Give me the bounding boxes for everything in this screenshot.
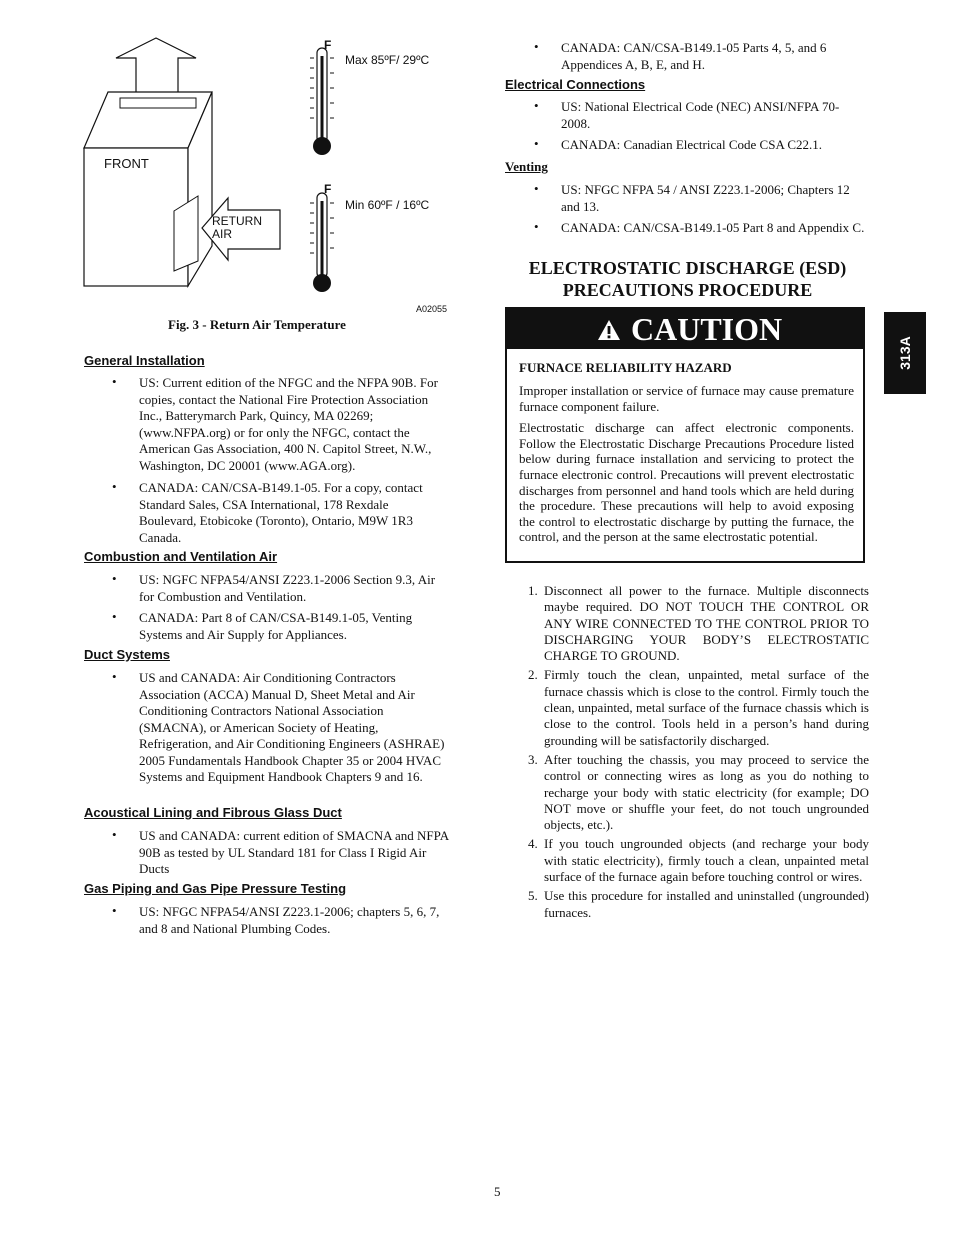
list-item: • US and CANADA: current edition of SMACNA and NFPA 90B as tested by UL Standard 181 for Class I Rigid Air Ducts (112, 827, 449, 876)
list-combustion-ventilation (112, 571, 449, 648)
caution-header (507, 309, 863, 349)
thermometer-max (310, 48, 334, 155)
bullet-icon: • (112, 827, 117, 842)
caution-box (505, 307, 865, 563)
list-item: • CANADA: CAN/CSA-B149.1-05. For a copy, contact Standard Sales, CSA International, 178 Rexdale Boulevard, Etobicoke (Toronto), Ontario, M9W 1R3 Canada. (112, 479, 423, 545)
bullet-icon: • (112, 374, 117, 389)
list-item: • US and CANADA: Air Conditioning Contractors Association (ACCA) Manual D, Sheet Metal and Air Conditioning Contractors National Association (SMACNA), or American Society of Heating, Refrigeration, and Air Conditioning Engineers (ASHRAE) 2005 Fundamentals Handbook Chapter 35 or 2004 HVAC Systems and Equipment Handbook Chapters 9 and 16. (112, 669, 445, 784)
page-number: 5 (494, 1184, 501, 1199)
list-item: • US: National Electrical Code (NEC) ANSI/NFPA 70-2008. (534, 98, 840, 131)
label-air: AIR (212, 227, 233, 241)
caution-body (519, 383, 854, 545)
list-item: • CANADA: CAN/CSA-B149.1-05 Parts 4, 5, and 6 Appendices A, B, E, and H. (534, 39, 827, 72)
bullet-icon: • (112, 903, 117, 918)
list-venting (534, 181, 866, 242)
list-item: 4. If you touch ungrounded objects (and recharge your body with static electricity), firmly touch a clean, unpainted metal surface of the furnace again before touching control or wires. (528, 836, 869, 885)
side-tab (884, 312, 926, 394)
esd-title-line-1: ELECTROSTATIC DISCHARGE (ESD) (528, 258, 847, 278)
heading-duct-systems: Duct Systems (84, 647, 170, 662)
list-electrical-connections (534, 98, 866, 159)
esd-title-line-2: PRECAUTIONS PROCEDURE (562, 280, 813, 300)
list-gas-piping (112, 903, 449, 942)
heading-general-installation: General Installation (84, 353, 205, 368)
bullet-icon: • (534, 136, 539, 151)
warning-triangle-icon (597, 319, 621, 341)
thermometer-min (310, 193, 334, 292)
bullet-icon: • (112, 609, 117, 624)
list-item: • US: Current edition of the NFGC and the NFPA 90B. For copies, contact the National Fire Protection Association Inc., Batterymarch Park, Quincy, MA 02269; (www.NFPA.org) or for only the NFGC, contact the American Gas Association, 400 N. Capitol Street, N.W., Washington, DC 20001 (www.AGA.org). (112, 374, 438, 473)
bullet-icon: • (534, 219, 539, 234)
heading-electrical-connections: Electrical Connections (505, 77, 646, 92)
label-front: FRONT (104, 156, 149, 171)
list-item: • CANADA: Canadian Electrical Code CSA C22.1. (534, 136, 823, 152)
caution-paragraph: Improper installation or service of furnace may cause premature furnace component failure. (519, 383, 854, 414)
list-item: • CANADA: Part 8 of CAN/CSA-B149.1-05, Venting Systems and Air Supply for Appliances. (112, 609, 413, 642)
list-item: 5. Use this procedure for installed and uninstalled (ungrounded) furnaces. (528, 888, 869, 920)
figure-caption: Fig. 3 - Return Air Temperature (168, 317, 346, 332)
caution-hazard-title: FURNACE RELIABILITY HAZARD (519, 360, 732, 375)
heading-venting: Venting (505, 159, 548, 174)
bullet-icon: • (534, 39, 539, 54)
caution-paragraph: Electrostatic discharge can affect electronic components. Follow the Electrostatic Discharge Precautions Procedure listed below during furnace installation and servicing to protect the furnace electronic control. Precautions will prevent electrostatic discharges from personnel and hand tools which are held during the procedure. These precautions will help to avoid exposing the control to electrostatic discharge by putting the furnace, the control, and the person at the same electrostatic potential. (519, 420, 854, 545)
thermo-max-unit: F (324, 38, 332, 52)
bullet-icon: • (112, 479, 117, 494)
list-general-installation (112, 374, 449, 551)
bullet-icon: • (534, 181, 539, 196)
max-temp-label: Max 85ºF/ 29ºC (345, 53, 430, 67)
esd-steps (528, 583, 869, 924)
list-acoustical-lining (112, 827, 449, 883)
side-tab-label: 313A (897, 336, 913, 370)
heading-acoustical-lining: Acoustical Lining and Fibrous Glass Duct (84, 805, 342, 820)
min-temp-label: Min 60ºF / 16ºC (345, 198, 430, 212)
heading-combustion-ventilation: Combustion and Ventilation Air (84, 549, 278, 564)
list-duct-systems (112, 669, 449, 791)
list-item: 3. After touching the chassis, you may proceed to service the control or connecting wires as long as you do nothing to recharge your body with static electricity (for example; DO NOT move or shuffle your feet, do not touch ungrounded objects, etc.). (528, 751, 869, 833)
caution-word: CAUTION (631, 311, 783, 347)
heading-gas-piping: Gas Piping and Gas Pipe Pressure Testing (84, 881, 347, 896)
list-item: • US: NFGC NFPA 54 / ANSI Z223.1-2006; Chapters 12 and 13. (534, 181, 850, 214)
bullet-icon: • (112, 571, 117, 586)
bullet-icon: • (112, 669, 117, 684)
list-item: • CANADA: CAN/CSA-B149.1-05 Part 8 and Appendix C. (534, 219, 865, 235)
list-item: 2. Firmly touch the clean, unpainted, metal surface of the furnace chassis which is close to the control. Firmly touch the clean, unpainted, metal surface of the furnace chassis which is close to the control. Tools held in a person’s hand during grounding will be satisfactorily discharged. (528, 667, 869, 748)
label-return: RETURN (212, 214, 262, 228)
figure-code: A02055 (416, 304, 448, 314)
list-item: • US: NFGC NFPA54/ANSI Z223.1-2006; chapters 5, 6, 7, and 8 and National Plumbing Codes. (112, 903, 440, 936)
supply-air-arrow (116, 38, 196, 96)
list-canada-parts (534, 39, 866, 78)
list-item: • US: NGFC NFPA54/ANSI Z223.1-2006 Section 9.3, Air for Combustion and Ventilation. (112, 571, 436, 604)
esd-title (505, 257, 870, 301)
bullet-icon: • (534, 98, 539, 113)
thermo-min-unit: F (324, 182, 332, 196)
list-item: 1. Disconnect all power to the furnace. Multiple disconnects maybe required. DO NOT TOUCH THE CONTROL OR ANY WIRE CONNECTED TO THE CONTROL PRIOR TO DISCHARGING YOUR BODY’S ELECTROSTATIC CHARGE TO GROUND. (528, 583, 869, 664)
